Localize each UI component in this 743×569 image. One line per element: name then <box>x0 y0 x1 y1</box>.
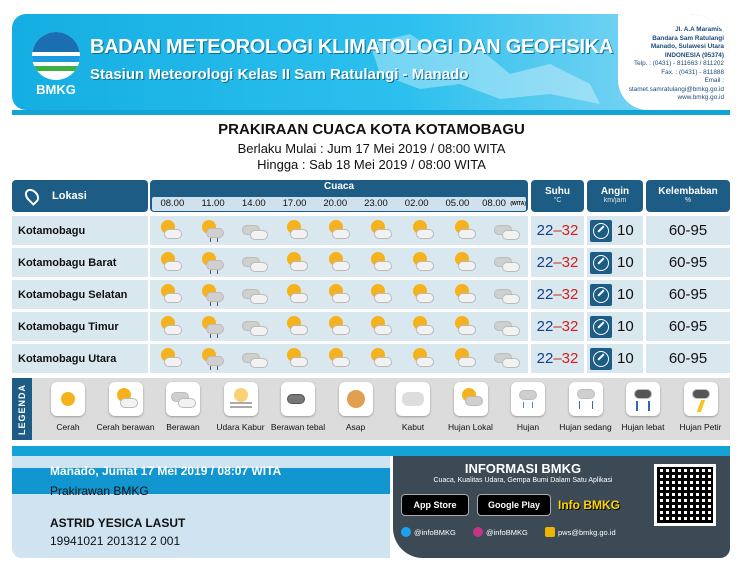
temp-sep: – <box>553 286 562 303</box>
temp-max: 32 <box>561 318 579 335</box>
kabut-icon <box>396 382 430 416</box>
temp-sep: – <box>553 254 562 271</box>
humidity: 60-95 <box>646 280 730 310</box>
cerah-berawan-icon <box>276 280 318 309</box>
address-line: Manado, Sulawesi Utara <box>650 43 724 50</box>
temp-max: 32 <box>561 286 579 303</box>
cerah-berawan-icon <box>276 312 318 341</box>
location-name: Kotamobagu Timur <box>12 312 148 342</box>
app-store-label: App Store <box>413 500 457 510</box>
humidity: 60-95 <box>646 216 730 246</box>
weather-icons <box>150 248 528 278</box>
cerah-berawan-icon <box>318 312 360 341</box>
hujan-icon <box>511 382 545 416</box>
location-name: Kotamobagu Barat <box>12 248 148 278</box>
address-block <box>618 14 730 110</box>
time-label: 05.00 <box>445 198 470 209</box>
temp-min: 22 <box>536 350 554 367</box>
hujan-lokal-icon <box>192 344 234 373</box>
header-temp-unit: °C <box>553 197 562 204</box>
legend-item <box>556 382 616 432</box>
cerah-berawan-icon <box>150 344 192 373</box>
forecast-title: PRAKIRAAN CUACA KOTA KOTAMOBAGU <box>218 121 525 138</box>
legend-item <box>498 382 558 432</box>
time-label: 20.00 <box>323 198 348 209</box>
temperature <box>531 216 584 246</box>
cerah-berawan-icon <box>318 248 360 277</box>
legend-item <box>153 382 213 432</box>
time-label: 23.00 <box>364 198 388 209</box>
temp-max: 32 <box>561 254 579 271</box>
legend-item <box>268 382 328 432</box>
header-wind-unit: km/jam <box>603 197 627 204</box>
berawan-icon <box>234 280 276 309</box>
email-address: pws@bmkg.go.id <box>558 528 616 537</box>
app-store-button[interactable] <box>401 494 469 516</box>
berawan-icon <box>234 216 276 245</box>
humidity: 60-95 <box>646 248 730 278</box>
wind <box>587 344 643 374</box>
legend-item-label: Hujan <box>516 422 540 432</box>
info-bmkg-box <box>393 456 730 558</box>
cerah-berawan-icon <box>444 344 486 373</box>
legend-item <box>383 382 443 432</box>
legend-item-label: Kabut <box>401 422 425 432</box>
table-row <box>12 312 730 342</box>
google-play-label: Google Play <box>487 500 540 510</box>
time-suffix: (WITA) <box>510 201 527 207</box>
wind-direction-icon <box>590 252 612 274</box>
header-wind-label: Angin <box>600 186 630 197</box>
wind-speed: 10 <box>617 254 634 271</box>
time-row <box>152 197 526 211</box>
twitter-icon <box>401 527 411 537</box>
cerah-berawan-icon <box>276 248 318 277</box>
berawan-icon <box>234 312 276 341</box>
hujan-lokal-icon <box>454 382 488 416</box>
cerah-berawan-icon <box>109 382 143 416</box>
wind-speed: 10 <box>617 222 634 239</box>
info-title: INFORMASI BMKG <box>464 461 582 476</box>
hujan-lokal-icon <box>192 248 234 277</box>
legend-item-label: Hujan Lokal <box>448 422 493 432</box>
instagram-handle: @infoBMKG <box>486 528 528 537</box>
table-row <box>12 280 730 310</box>
header-humidity-unit: % <box>684 197 692 204</box>
berawan-icon <box>486 312 528 341</box>
table-row <box>12 216 730 246</box>
table-row <box>12 248 730 278</box>
valid-until: Hingga : Sab 18 Mei 2019 / 08:00 WITA <box>257 157 486 172</box>
address-line: Fax. : (0431) - 811888 <box>661 68 724 76</box>
map-decoration <box>350 14 610 110</box>
cerah-berawan-icon <box>360 216 402 245</box>
cerah-berawan-icon <box>150 216 192 245</box>
info-bmkg-app-logo: Info BMKG <box>558 498 620 512</box>
berawan-icon <box>234 344 276 373</box>
hujan-sedang-icon <box>569 382 603 416</box>
cerah-berawan-icon <box>318 344 360 373</box>
address-line: Telp. : (0431) - 811663 / 811202 <box>633 60 724 67</box>
cerah-berawan-icon <box>402 344 444 373</box>
forecaster-role: Prakirawan BMKG <box>50 484 149 498</box>
humidity: 60-95 <box>646 344 730 374</box>
weather-icons <box>150 280 528 310</box>
header-weather-label: Cuaca <box>323 181 354 192</box>
twitter-link[interactable] <box>401 526 456 540</box>
humidity: 60-95 <box>646 312 730 342</box>
header-humidity-label: Kelembaban <box>658 186 718 197</box>
wind <box>587 248 643 278</box>
wind-direction-icon <box>590 348 612 370</box>
cerah-berawan-icon <box>318 216 360 245</box>
header-subtitle: Stasiun Meteorologi Kelas II Sam Ratulangi - Manado <box>90 66 469 83</box>
address-line: www.bmkg.go.id <box>677 94 724 101</box>
wind <box>587 312 643 342</box>
temp-max: 32 <box>561 222 579 239</box>
twitter-handle: @infoBMKG <box>414 528 456 537</box>
header-weather <box>150 180 528 212</box>
temp-min: 22 <box>536 318 554 335</box>
hujan-petir-icon <box>684 382 718 416</box>
location-name: Kotamobagu Utara <box>12 344 148 374</box>
legend-item-label: Hujan lebat <box>621 422 665 432</box>
berawan-icon <box>486 216 528 245</box>
temp-sep: – <box>553 350 562 367</box>
wind-speed: 10 <box>617 318 634 335</box>
header-divider <box>12 110 730 115</box>
hujan-lebat-icon <box>626 382 660 416</box>
instagram-icon <box>473 527 483 537</box>
berawan-icon <box>486 248 528 277</box>
header-humidity <box>646 180 730 212</box>
legend-item-label: Hujan Petir <box>679 422 722 432</box>
cerah-berawan-icon <box>150 280 192 309</box>
header <box>12 14 730 110</box>
berawan-icon <box>486 280 528 309</box>
cerah-berawan-icon <box>444 280 486 309</box>
forecaster-name: ASTRID YESICA LASUT <box>50 516 186 530</box>
legend-item-label: Hujan sedang <box>559 422 612 432</box>
time-label: 11.00 <box>201 198 225 209</box>
weather-icons <box>150 344 528 374</box>
legend-item-label: Asap <box>345 422 366 432</box>
header-temp-label: Suhu <box>545 186 570 197</box>
wind <box>587 280 643 310</box>
wind <box>587 216 643 246</box>
temp-min: 22 <box>536 222 554 239</box>
temp-sep: – <box>553 222 562 239</box>
logo-text: BMKG <box>36 82 76 97</box>
bmkg-logo <box>26 28 86 100</box>
time-label: 08.00 <box>160 198 185 209</box>
temperature <box>531 280 584 310</box>
cerah-berawan-icon <box>444 216 486 245</box>
weather-icons <box>150 216 528 246</box>
wind-direction-icon <box>590 220 612 242</box>
forecast-title-block <box>0 121 743 172</box>
forecaster-nip: 19941021 201312 2 001 <box>50 534 181 548</box>
hujan-lokal-icon <box>192 216 234 245</box>
table-row <box>12 344 730 374</box>
time-label: 17.00 <box>282 198 307 209</box>
cerah-berawan-icon <box>318 280 360 309</box>
address-line: stamet.samratulangi@bmkg.go.id <box>628 85 724 93</box>
udara-kabur-icon <box>224 382 258 416</box>
info-subtitle: Cuaca, Kualitas Udara, Gempa Bumi Dalam Satu Aplikasi <box>433 477 613 484</box>
legend-item <box>326 382 386 432</box>
instagram-link[interactable] <box>473 526 528 540</box>
legend-item-label: Berawan <box>166 422 200 432</box>
header-location-label: Lokasi <box>52 190 87 202</box>
legend-item <box>441 382 501 432</box>
google-play-button[interactable] <box>477 494 551 516</box>
header-title: BADAN METEOROLOGI KLIMATOLOGI DAN GEOFISIKA <box>90 36 614 58</box>
temp-min: 22 <box>536 286 554 303</box>
legend-item <box>613 382 673 432</box>
address-line: Email : <box>704 77 724 84</box>
qr-code <box>654 464 716 526</box>
cerah-berawan-icon <box>444 248 486 277</box>
cerah-berawan-icon <box>360 248 402 277</box>
issue-datetime: Manado, Jumat 17 Mei 2019 / 08:07 WITA <box>50 464 282 478</box>
weather-icons <box>150 312 528 342</box>
valid-from: Berlaku Mulai : Jum 17 Mei 2019 / 08:00 WITA <box>237 141 506 156</box>
mail-icon <box>545 527 555 537</box>
hujan-lokal-icon <box>192 280 234 309</box>
cerah-berawan-icon <box>402 280 444 309</box>
cerah-berawan-icon <box>150 312 192 341</box>
legend-item-label: Cerah <box>56 422 80 432</box>
cerah-berawan-icon <box>402 248 444 277</box>
legend-item-label: Cerah berawan <box>96 422 155 432</box>
wind-speed: 10 <box>617 350 634 367</box>
address-line: Jl. A.A Maramis, <box>675 26 724 33</box>
legend-item <box>38 382 98 432</box>
wind-speed: 10 <box>617 286 634 303</box>
header-location <box>12 180 148 212</box>
asap-icon <box>339 382 373 416</box>
address-line: INDONESIA (95374) <box>664 51 724 59</box>
legend-item-label: Udara Kabur <box>216 422 265 432</box>
cerah-icon <box>51 382 85 416</box>
temp-max: 32 <box>561 350 579 367</box>
cerah-berawan-icon <box>276 344 318 373</box>
legend-item <box>211 382 271 432</box>
berawan-icon <box>166 382 200 416</box>
address-line: Bandara Sam Ratulangi <box>652 34 724 42</box>
footer-divider <box>12 446 730 456</box>
location-name: Kotamobagu <box>12 216 148 246</box>
temp-sep: – <box>553 318 562 335</box>
legend-item <box>671 382 731 432</box>
email-link[interactable] <box>545 526 616 540</box>
legend-label: LEGENDA <box>12 378 32 440</box>
wind-direction-icon <box>590 284 612 306</box>
cerah-berawan-icon <box>276 216 318 245</box>
time-label: 08.00 <box>482 198 506 209</box>
cerah-berawan-icon <box>150 248 192 277</box>
cerah-berawan-icon <box>360 344 402 373</box>
hujan-lokal-icon <box>192 312 234 341</box>
cerah-berawan-icon <box>402 216 444 245</box>
header-wind <box>587 180 643 212</box>
location-name: Kotamobagu Selatan <box>12 280 148 310</box>
legend-item-label: Berawan tebal <box>270 422 326 432</box>
wind-direction-icon <box>590 316 612 338</box>
header-temp <box>531 180 584 212</box>
berawan-icon <box>234 248 276 277</box>
footer <box>12 446 730 558</box>
temp-min: 22 <box>536 254 554 271</box>
location-pin-icon <box>22 186 42 206</box>
cerah-berawan-icon <box>444 312 486 341</box>
cerah-berawan-icon <box>360 312 402 341</box>
cerah-berawan-icon <box>360 280 402 309</box>
legend <box>12 378 730 440</box>
berawan-tebal-icon <box>281 382 315 416</box>
berawan-icon <box>486 344 528 373</box>
temperature <box>531 344 584 374</box>
legend-item <box>96 382 156 432</box>
time-label: 02.00 <box>404 198 429 209</box>
temperature <box>531 248 584 278</box>
cerah-berawan-icon <box>402 312 444 341</box>
time-label: 14.00 <box>241 198 266 209</box>
temperature <box>531 312 584 342</box>
